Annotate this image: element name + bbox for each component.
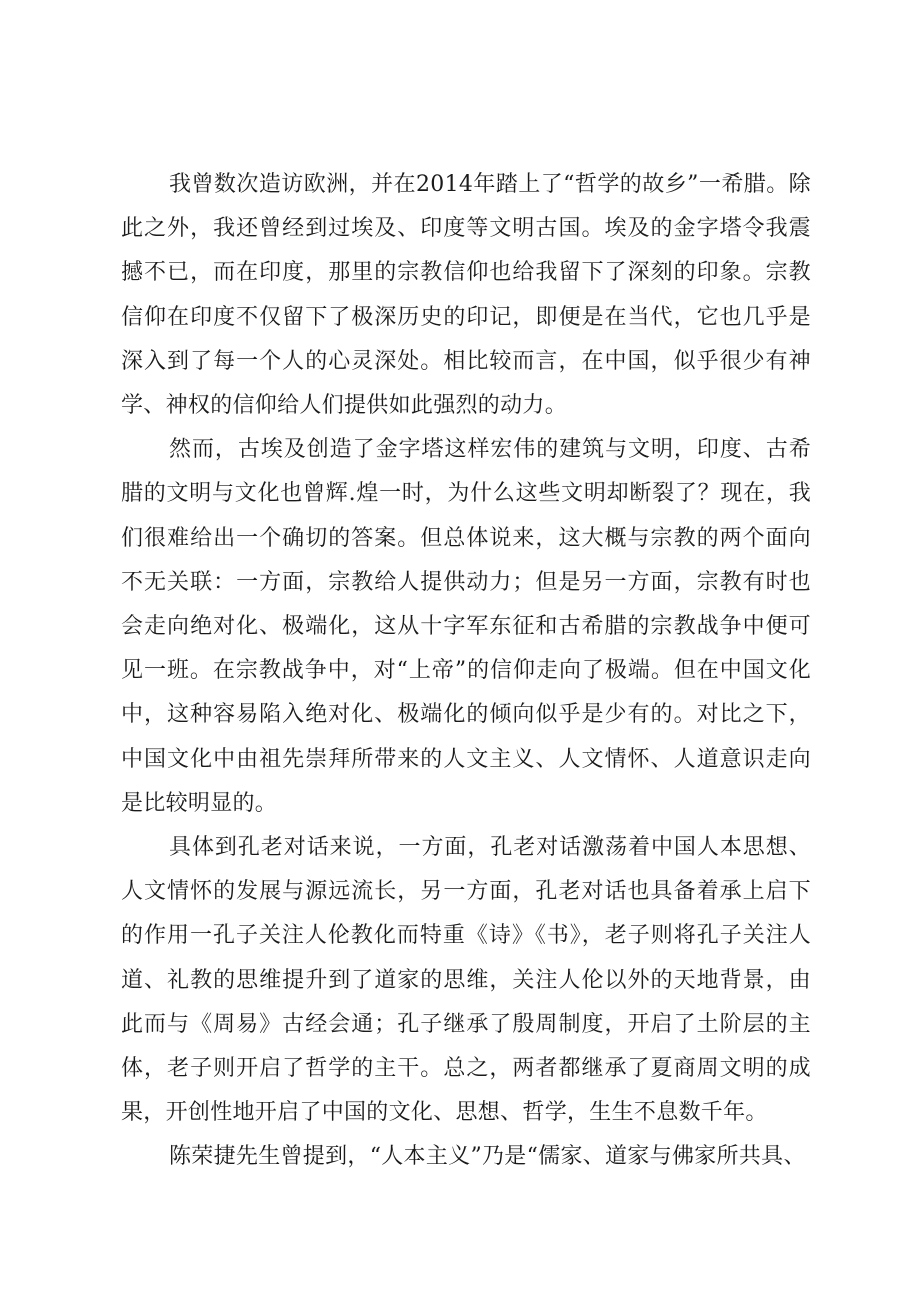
paragraph-2: 然而，古埃及创造了金字塔这样宏伟的建筑与文明，印度、古希腊的文明与文化也曾辉.煌一时，为什么这些文明却断裂了？现在，我们很难给出一个确切的答案。但总体说来，这大概与宗教的两个面向不无关联：一方面，宗教给人提供动力；但是另一方面，宗教有时也会走向绝对化、极端化，这从十字军东征和古希腊的宗教战争中便可见一班。在宗教战争中，对“上帝”的信仰走向了极端。但在中国文化中，这种容易陷入绝对化、极端化的倾向似乎是少有的。对比之下，中国文化中由祖先崇拜所带来的人文主义、人文情怀、人道意识走向是比较明显的。 bbox=[121, 437, 811, 816]
paragraph-1: 我曾数次造访欧洲，并在2014年踏上了“哲学的故乡”一希腊。除此之外，我还曾经到过埃及、印度等文明古国。埃及的金字塔令我震撼不已，而在印度，那里的宗教信仰也给我留下了深刻的印象。宗教信仰在印度不仅留下了极深历史的印记，即便是在当代，它也几乎是深入到了每一个人的心灵深处。相比较而言，在中国，似乎很少有神学、神权的信仰给人们提供如此强烈的动力。 bbox=[121, 172, 811, 419]
body-text bbox=[121, 163, 811, 1180]
paragraph-3: 具体到孔老对话来说，一方面，孔老对话激荡着中国人本思想、人文情怀的发展与源远流长，另一方面，孔老对话也具备着承上启下的作用一孔子关注人伦教化而特重《诗》《书》，老子则将孔子关注人道、礼教的思维提升到了道家的思维，关注人伦以外的天地背景，由此而与《周易》古经会通；孔子继承了殷周制度，开启了土阶层的主体，老子则开启了哲学的主干。总之，两者都继承了夏商周文明的成果，开创性地开启了中国的文化、思想、哲学，生生不息数千年。 bbox=[121, 835, 811, 1126]
paragraph-4: 陈荣捷先生曾提到，“人本主义”乃是“儒家、道家与佛家所共具、 bbox=[169, 1144, 806, 1170]
